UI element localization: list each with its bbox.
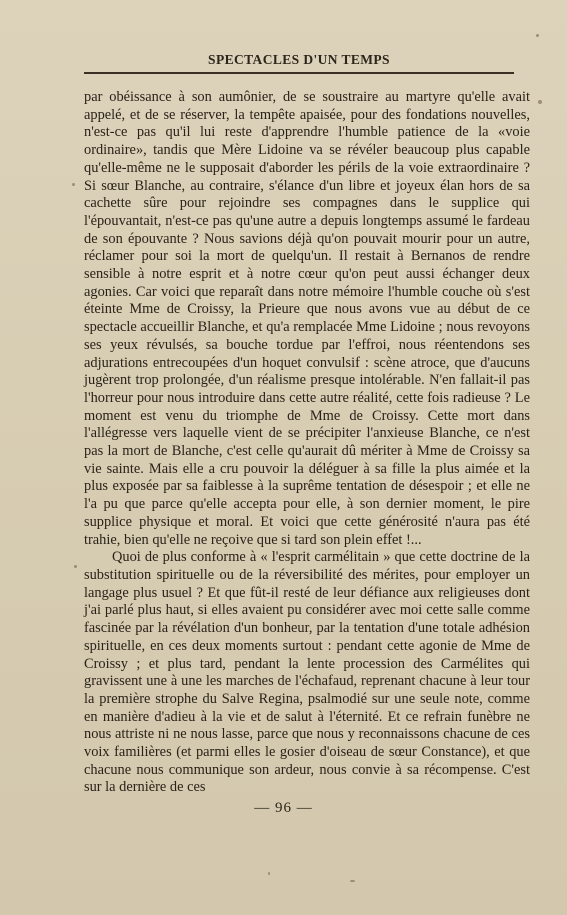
header-rule (84, 72, 514, 74)
paper-speck (268, 872, 270, 875)
paper-speck (538, 100, 542, 104)
body-text (84, 89, 530, 797)
paper-speck (74, 565, 77, 568)
running-header: SPECTACLES D'UN TEMPS (208, 52, 390, 67)
paper-speck (536, 34, 539, 37)
paper-speck (350, 880, 355, 882)
page-number: — 96 — (254, 800, 313, 816)
paragraph-1: par obéissance à son aumônier, de se soustraire au martyre qu'elle avait appelé, et de se réserver, la tempête apaisée, pour des fondations nouvelles, n'est-ce pas qu'il lui reste d'apprendre l'humble patience de la «voie ordinaire», tandis que Mère Lidoine va se révéler beaucoup plus capable qu'elle-même ne le supposait d'aborder les périls de la voie extraordinaire ? Si sœur Blanche, au contraire, s'élance d'un libre et joyeux élan hors de sa cachette sûre pour rejoindre ses compagnes dans le supplice qui l'épouvantait, n'est-ce pas qu'une autre a depuis longtemps assumé le fardeau de son épouvante ? Nous savions déjà qu'on pouvait mourir pour un autre, réclamer pour soi la mort de quelqu'un. Il restait à Bernanos de rendre sensible à notre esprit et à notre cœur qu'on peut aussi échanger deux agonies. Car voici que reparaît dans notre mémoire l'humble couche où s'est éteinte Mme de Croissy, la Prieure que nous avons vue au début de ce spectacle accueillir Blanche, et qu'a remplacée Mme Lidoine ; nous revoyons ses yeux révulsés, sa bouche tordue par l'effroi, nous réentendons ses adjurations entrecoupées d'un hoquet convulsif : scène atroce, que d'aucuns jugèrent trop prolongée, d'un réalisme presque intolérable. N'en fallait-il pas l'horreur pour nous introduire dans cette autre réalité, cette fois radieuse ? Le moment est venu du triomphe de Mme de Croissy. Cette mort dans l'allégresse vers laquelle vient de se précipiter l'anxieuse Blanche, ce n'est pas la mort de Blanche, c'est celle qu'aurait dû mériter à Mme de Croissy sa vie sainte. Mais elle a cru pouvoir la déléguer à sa fille la plus aimée et la plus exposée par sa faiblesse à la suprême tentation de désespoir ; et elle ne l'a pu que parce qu'elle accepta pour elle, à son dernier moment, le pire supplice physique et moral. Et voici que cette générosité n'aura pas été trahie, bien qu'elle ne reçoive que si tard son plein effet !... (84, 89, 530, 548)
paragraph-2: Quoi de plus conforme à « l'esprit carmélitain » que cette doctrine de la substitution spirituelle ou de la réversibilité des mérites, pour employer un langage plus usuel ? Et que fût-il resté de leur défiance aux religieuses dont j'ai parlé plus haut, si elles avaient pu considérer avec moi cette salle comme fascinée par la révélation d'un bonheur, par la tentation d'une totale adhésion spirituelle, en ces deux moments surtout : pendant cette agonie de Mme de Croissy ; et plus tard, pendant la lente procession des Carmélites qui gravissent une à une les marches de l'échafaud, reprenant chacune à leur tour la première strophe du Salve Regina, psalmodié sur une seule note, comme en manière d'adieu à la vie et de salut à l'éternité. Et ce refrain funèbre ne nous attriste ni ne nous lasse, parce que nous y reconnaissons chacune de ces voix familières (et parmi elles le gosier d'oiseau de sœur Constance), et que chacune nous communique son ardeur, nous convie à sa récompense. C'est sur la dernière de ces (84, 549, 530, 796)
paper-speck (72, 183, 75, 186)
